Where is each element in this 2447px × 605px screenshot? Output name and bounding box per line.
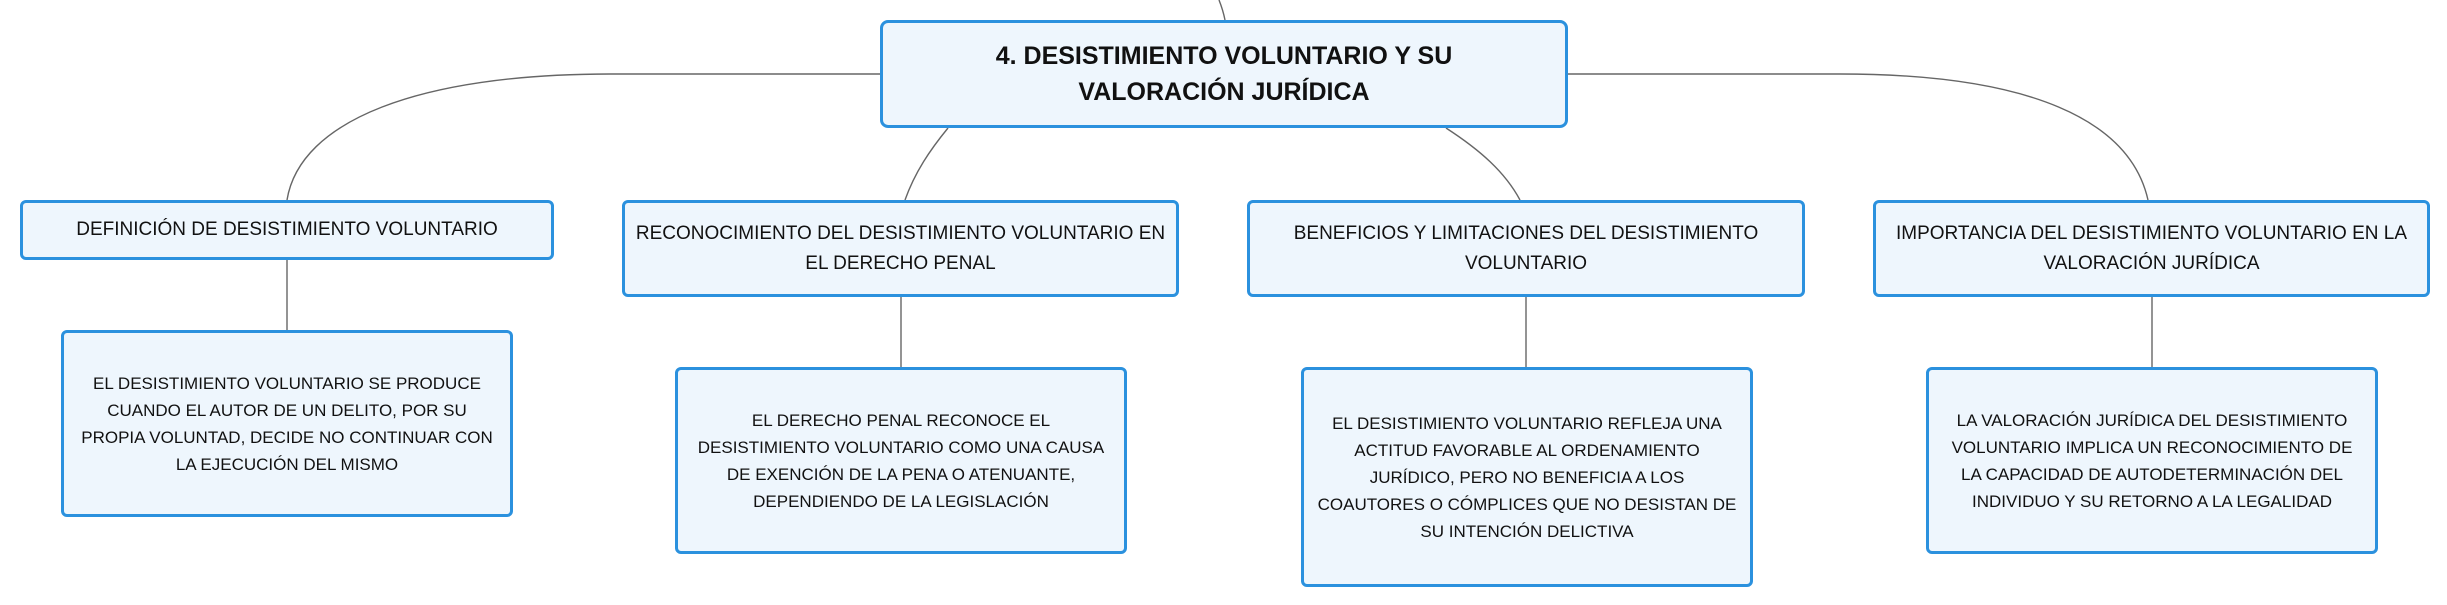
topic-label: BENEFICIOS Y LIMITACIONES DEL DESISTIMIENTO VOLUNTARIO (1293, 222, 1759, 274)
connector-topic-3 (1446, 128, 1520, 200)
topic-node-definicion[interactable] (20, 200, 554, 260)
topic-node-importancia[interactable] (1873, 200, 2430, 297)
connector-to-parent (1219, 0, 1225, 20)
detail-node-reconocimiento[interactable] (675, 367, 1127, 554)
detail-node-beneficios[interactable] (1301, 367, 1753, 587)
topic-node-reconocimiento[interactable] (622, 200, 1179, 297)
detail-text: EL DERECHO PENAL RECONOCE EL DESISTIMIENTO VOLUNTARIO COMO UNA CAUSA DE EXENCIÓN DE LA PENA O ATENUANTE, DEPENDIENDO DE LA LEGISLACIÓN (697, 410, 1105, 511)
connector-topic-1 (287, 74, 880, 200)
detail-node-importancia[interactable] (1926, 367, 2378, 554)
connector-topic-2 (905, 128, 948, 200)
detail-text: EL DESISTIMIENTO VOLUNTARIO SE PRODUCE CUANDO EL AUTOR DE UN DELITO, POR SU PROPIA VOLUNTAD, DECIDE NO CONTINUAR CON LA EJECUCIÓN DEL MISMO (81, 373, 493, 474)
topic-label: IMPORTANCIA DEL DESISTIMIENTO VOLUNTARIO EN LA VALORACIÓN JURÍDICA (1896, 222, 2407, 274)
topic-label: DEFINICIÓN DE DESISTIMIENTO VOLUNTARIO (76, 219, 498, 240)
topic-node-beneficios[interactable] (1247, 200, 1805, 297)
topic-label: RECONOCIMIENTO DEL DESISTIMIENTO VOLUNTARIO EN EL DERECHO PENAL (635, 222, 1166, 274)
connector-topic-4 (1568, 74, 2148, 200)
detail-text: LA VALORACIÓN JURÍDICA DEL DESISTIMIENTO VOLUNTARIO IMPLICA UN RECONOCIMIENTO DE LA CAPACIDAD DE AUTODETERMINACIÓN DEL INDIVIDUO Y SU RETORNO A LA LEGALIDAD (1951, 410, 2353, 511)
detail-node-definicion[interactable] (61, 330, 513, 517)
central-topic-node[interactable] (880, 20, 1568, 128)
detail-text: EL DESISTIMIENTO VOLUNTARIO REFLEJA UNA ACTITUD FAVORABLE AL ORDENAMIENTO JURÍDICO, PERO NO BENEFICIA A LOS COAUTORES O CÓMPLICES QUE NO DESISTAN DE SU INTENCIÓN DELICTIVA (1317, 413, 1737, 541)
central-topic-label: 4. DESISTIMIENTO VOLUNTARIO Y SU VALORACIÓN JURÍDICA (995, 42, 1453, 106)
